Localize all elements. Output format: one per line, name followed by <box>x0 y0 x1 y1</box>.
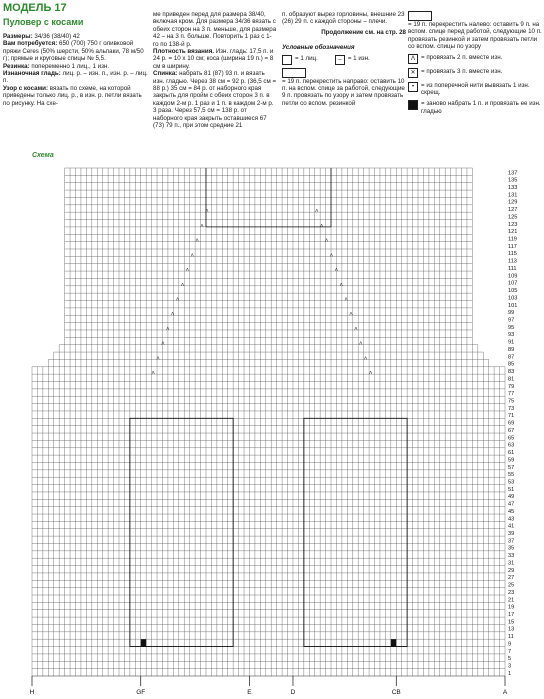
row-label: 75 <box>508 398 515 405</box>
decrease-mark: Λ <box>320 222 324 228</box>
purl-symbol-icon: – <box>335 55 345 65</box>
row-label: 65 <box>508 435 515 442</box>
row-label: 9 <box>508 641 512 648</box>
schema-note: ме приведен перед для размера 38/40, включая кром. Для размера 34/36 вязать с обеих сторон на 3 п. меньше, для размера 42 – на 3 п. больше. Повторить 1 раз с 1-го по 138-й р. <box>153 11 277 48</box>
back-label: Спинка: <box>153 70 178 78</box>
row-label: 23 <box>508 589 515 596</box>
row-label: 131 <box>508 192 518 199</box>
bottom-marker-label: D <box>290 689 296 696</box>
row-label: 91 <box>508 339 515 346</box>
decrease-mark: Λ <box>349 311 353 317</box>
legend-title: Условные обозначения <box>282 44 355 52</box>
sizes-label: Размеры: <box>3 33 33 40</box>
cable-panel-right <box>304 418 407 646</box>
decrease-mark: Λ <box>166 325 170 331</box>
decrease-mark: Λ <box>315 208 319 214</box>
row-label: 51 <box>508 486 515 493</box>
row-label: 61 <box>508 450 515 457</box>
row-label: 113 <box>508 258 517 265</box>
decrease-mark: Λ <box>185 267 189 273</box>
row-label: 73 <box>508 405 515 412</box>
decrease-mark: Λ <box>354 325 358 331</box>
row-label: 57 <box>508 464 515 471</box>
legend-purl-text: = 1 изн. <box>347 54 370 62</box>
row-label: 37 <box>508 538 515 545</box>
bottom-marker-label: GF <box>136 689 146 696</box>
decrease-mark: Λ <box>161 340 165 346</box>
rib-text: попеременно 1 лиц., 1 изн. <box>31 62 110 70</box>
chart-grid <box>32 168 505 676</box>
row-label: 81 <box>508 376 515 383</box>
rib-label: Резинка: <box>3 62 30 70</box>
cable-pattern-label: Узор с косами: <box>3 84 49 92</box>
row-label: 5 <box>508 656 512 663</box>
row-label: 35 <box>508 545 515 552</box>
row-label: 25 <box>508 582 515 589</box>
row-label: 31 <box>508 560 515 567</box>
decrease-mark: Λ <box>344 296 348 302</box>
decrease-mark: Λ <box>325 237 329 243</box>
cast-on-mark-right <box>391 639 396 646</box>
row-label: 89 <box>508 346 515 353</box>
neck-text: п. образуют вырез горловины, внешние 23 (26) 29 п. с каждой стороны – плечи. <box>282 11 405 26</box>
density-label: Плотность вязания. <box>153 48 215 56</box>
decrease-mark: Λ <box>369 370 373 376</box>
row-label: 59 <box>508 457 515 464</box>
legend-cable-right-text: = 19 п. перекрестить направо: оставить 10 п. на вспом. спице за работой, следующие 9 п. провязать по узору и затем провязать петли со вспом. резинкой <box>282 77 405 107</box>
decrease-mark: Λ <box>195 237 199 243</box>
row-label: 103 <box>508 295 518 302</box>
decrease-mark: Λ <box>180 281 184 287</box>
cable-panel-left <box>130 418 233 646</box>
bottom-marker-label: E <box>247 689 252 696</box>
bottom-marker-label: H <box>29 689 35 696</box>
row-label: 39 <box>508 531 515 538</box>
chart-outline <box>130 168 407 647</box>
row-label: 41 <box>508 523 515 530</box>
row-label: 67 <box>508 427 515 434</box>
legend-cast-on-text: = заново набрать 1 п. и провязать ее изн. гладью <box>421 100 541 115</box>
decrease-mark: Λ <box>364 355 368 361</box>
row-label: 49 <box>508 494 515 501</box>
row-label: 1 <box>508 670 512 677</box>
model-number: МОДЕЛЬ 17 <box>3 2 67 14</box>
row-label: 99 <box>508 310 515 317</box>
bottom-marker-label: CB <box>391 689 401 696</box>
row-label: 87 <box>508 354 515 361</box>
row-label: 7 <box>508 648 512 655</box>
row-label: 13 <box>508 626 515 633</box>
legend-cable-left-text: = 19 п. перекрестить налево: оставить 9 п. на вспом. спице перед работой, следующие 10 п. провязать резинкой и затем провязать петли со вспом. спицы по узору <box>408 21 542 51</box>
continued-note: Продолжение см. на стр. 28 <box>321 28 406 36</box>
row-label: 101 <box>508 302 518 309</box>
reverse-stockinette-label: Изнаночная гладь: <box>3 70 61 78</box>
row-label: 137 <box>508 170 518 177</box>
row-label: 21 <box>508 597 515 604</box>
row-label: 11 <box>508 634 514 641</box>
decrease-mark: Λ <box>156 355 160 361</box>
legend-increase-text: = из поперечной нити вывязать 1 изн. скрещ. <box>421 81 530 97</box>
decrease-mark: Λ <box>190 252 194 258</box>
row-label: 69 <box>508 420 515 427</box>
decrease-mark: Λ <box>205 208 209 214</box>
row-label: 53 <box>508 479 515 486</box>
materials-label: Вам потребуется: <box>3 40 58 48</box>
increase-symbol-icon: • <box>408 82 418 92</box>
row-label: 119 <box>508 236 517 243</box>
schema-title: Схема <box>32 152 54 159</box>
legend-knit-text: = 1 лиц. <box>295 54 318 62</box>
reverse-stockinette-text: лиц. р. – изн. п., изн. р. – лиц. п. <box>3 70 148 85</box>
bottom-marker-label: A <box>502 689 508 696</box>
row-label: 109 <box>508 273 518 280</box>
decrease-2-symbol-icon: Λ <box>408 54 418 64</box>
row-label: 47 <box>508 501 515 508</box>
row-label: 29 <box>508 567 515 574</box>
row-label: 97 <box>508 317 515 324</box>
density-text: Изн. гладь: 17,5 п. и 24 р. = 10 x 10 см; коса (ширина 19 п.) = 8 см в ширину. <box>153 48 274 70</box>
row-label: 125 <box>508 214 518 221</box>
row-label: 55 <box>508 472 515 479</box>
cast-on-mark-left <box>141 639 146 646</box>
row-label: 27 <box>508 575 515 582</box>
cable-pattern-text: вязать по схеме, на которой приведены только лиц. р., в изн. р. петли вязать по рисунку. На схе- <box>3 84 142 107</box>
row-label: 19 <box>508 604 515 611</box>
row-label: 33 <box>508 553 515 560</box>
bottom-markers <box>30 676 508 696</box>
garment-title: Пуловер с косами <box>3 17 84 27</box>
row-label: 123 <box>508 221 518 228</box>
decrease-mark: Λ <box>200 222 204 228</box>
row-label: 111 <box>508 265 517 272</box>
materials-text: 650 (700) 750 г оливковой пряжи Ceres (50% шерсти, 50% альпаки, 78 м/50 г); прямые и круговые спицы № 5,5. <box>3 40 144 63</box>
row-label: 43 <box>508 516 515 523</box>
row-labels <box>508 170 517 677</box>
decrease-3-symbol-icon: ✕ <box>408 68 418 78</box>
sizes-text: 34/36 (38/40) 42 <box>34 33 80 40</box>
decrease-mark: Λ <box>359 340 363 346</box>
decrease-mark: Λ <box>329 252 333 258</box>
decrease-mark: Λ <box>339 281 343 287</box>
row-label: 133 <box>508 184 518 191</box>
legend-k3tog-text: = провязать 3 п. вместе изн. <box>421 67 503 75</box>
row-label: 15 <box>508 619 515 626</box>
row-label: 63 <box>508 442 515 449</box>
row-label: 127 <box>508 207 518 214</box>
decrease-mark: Λ <box>151 370 155 376</box>
decrease-mark: Λ <box>176 296 180 302</box>
row-label: 3 <box>508 663 512 670</box>
row-label: 117 <box>508 243 517 250</box>
row-label: 115 <box>508 251 517 258</box>
row-label: 45 <box>508 508 515 515</box>
decrease-mark: Λ <box>171 311 175 317</box>
back-text: набрать 81 (87) 93 п. и вязать изн. гладью. Через 38 см = 92 р. (36,5 см = 88 р.) 35 см = 84 р. от наборного края закрыть для пройм с обеих сторон 3 п. в каждом 2-м р. 1 раз и 1 п. в каждом 2-м р. 3 раза. Через 57,5 см = 138 р. от наборного края закрыть оставшиеся 67 (73) 79 п., при этом средние 21 <box>153 70 277 130</box>
row-label: 93 <box>508 332 515 339</box>
decrease-mark: Λ <box>334 267 338 273</box>
row-label: 135 <box>508 177 518 184</box>
row-label: 83 <box>508 369 515 376</box>
row-label: 107 <box>508 280 518 287</box>
row-label: 129 <box>508 199 518 206</box>
row-label: 95 <box>508 324 515 331</box>
row-label: 71 <box>508 413 515 420</box>
row-label: 121 <box>508 229 518 236</box>
legend-k2tog-text: = провязать 2 п. вместе изн. <box>421 53 503 61</box>
row-label: 105 <box>508 288 518 295</box>
row-label: 85 <box>508 361 515 368</box>
row-label: 17 <box>508 611 515 618</box>
row-label: 77 <box>508 391 515 398</box>
row-label: 79 <box>508 383 515 390</box>
